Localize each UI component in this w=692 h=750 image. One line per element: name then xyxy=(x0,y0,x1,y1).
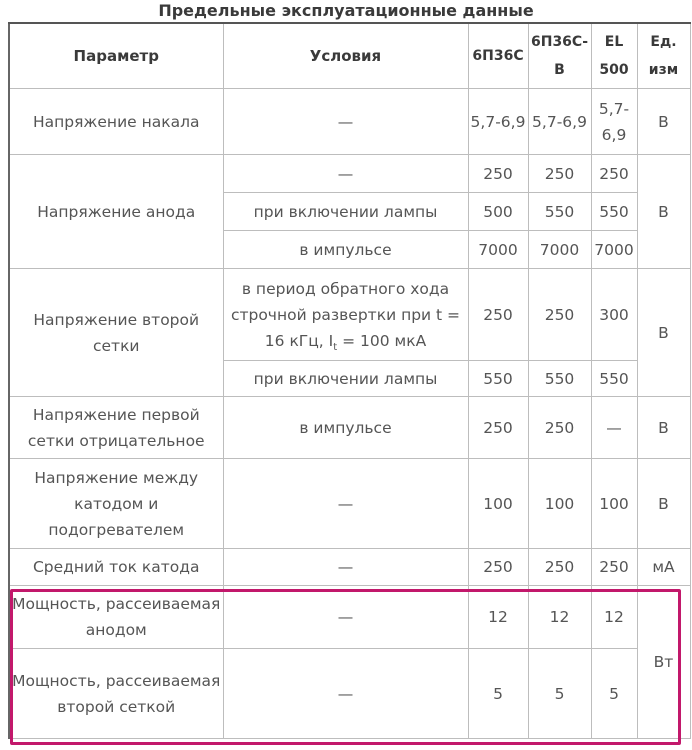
param-cell: Мощность, рассеиваемая второй сеткой xyxy=(9,649,223,739)
value-cell: 100 xyxy=(528,459,591,549)
table-title: Предельные эксплуатационные данные xyxy=(158,1,534,20)
value-cell: 250 xyxy=(468,397,528,459)
unit-cell: В xyxy=(637,269,690,397)
header-6p36s-v: 6П36С-В xyxy=(528,23,591,89)
header-el500: EL 500 xyxy=(591,23,637,89)
limits-table xyxy=(8,22,691,739)
value-cell: 5 xyxy=(591,649,637,739)
cond-cell: в импульсе xyxy=(223,231,468,269)
cond-cell: — xyxy=(223,459,468,549)
header-conditions: Условия xyxy=(223,23,468,89)
value-cell: 550 xyxy=(591,193,637,231)
unit-cell: мА xyxy=(637,549,690,586)
table-row xyxy=(9,155,690,193)
param-cell: Средний ток катода xyxy=(9,549,223,586)
table-row xyxy=(9,397,690,459)
param-cell: Напряжение анода xyxy=(9,155,223,269)
header-6p36s: 6П36С xyxy=(468,23,528,89)
table-row xyxy=(9,269,690,361)
value-cell: 100 xyxy=(591,459,637,549)
value-cell: 5 xyxy=(468,649,528,739)
value-cell: 550 xyxy=(591,361,637,397)
value-cell: 7000 xyxy=(591,231,637,269)
table-row xyxy=(9,89,690,155)
value-cell: 5,7-6,9 xyxy=(591,89,637,155)
unit-cell: Вт xyxy=(637,586,690,739)
value-cell: 12 xyxy=(591,586,637,649)
value-cell: 300 xyxy=(591,269,637,361)
cond-cell: — xyxy=(223,155,468,193)
table-row xyxy=(9,649,690,739)
unit-cell: В xyxy=(637,89,690,155)
value-cell: 7000 xyxy=(528,231,591,269)
value-cell: 550 xyxy=(528,193,591,231)
cond-cell: — xyxy=(223,89,468,155)
value-cell: 550 xyxy=(468,361,528,397)
table-row xyxy=(9,586,690,649)
cond-cell: — xyxy=(223,649,468,739)
value-cell: — xyxy=(591,397,637,459)
value-cell: 250 xyxy=(468,549,528,586)
cond-cell: в импульсе xyxy=(223,397,468,459)
param-cell: Напряжение между катодом и подогревателем xyxy=(9,459,223,549)
cond-cell: — xyxy=(223,586,468,649)
unit-cell: В xyxy=(637,459,690,549)
value-cell: 5,7-6,9 xyxy=(528,89,591,155)
value-cell: 250 xyxy=(591,549,637,586)
param-cell: Напряжение второй сетки xyxy=(9,269,223,397)
value-cell: 7000 xyxy=(468,231,528,269)
value-cell: 250 xyxy=(468,269,528,361)
value-cell: 500 xyxy=(468,193,528,231)
value-cell: 250 xyxy=(528,549,591,586)
header-unit: Ед. изм xyxy=(637,23,690,89)
value-cell: 250 xyxy=(591,155,637,193)
cond-cell: — xyxy=(223,549,468,586)
header-row xyxy=(9,23,690,89)
table-row xyxy=(9,549,690,586)
value-cell: 5,7-6,9 xyxy=(468,89,528,155)
value-cell: 100 xyxy=(468,459,528,549)
param-cell: Напряжение первой сетки отрицательное xyxy=(9,397,223,459)
cond-cell: при включении лампы xyxy=(223,361,468,397)
value-cell: 12 xyxy=(468,586,528,649)
unit-cell: В xyxy=(637,155,690,269)
table-row xyxy=(9,459,690,549)
unit-cell: В xyxy=(637,397,690,459)
value-cell: 12 xyxy=(528,586,591,649)
cond-cell: в период обратного хода строчной развертки при t = 16 кГц, $I_t = 100$ мкА xyxy=(223,269,468,361)
value-cell: 250 xyxy=(468,155,528,193)
value-cell: 550 xyxy=(528,361,591,397)
cond-cell: при включении лампы xyxy=(223,193,468,231)
value-cell: 250 xyxy=(528,397,591,459)
header-param: Параметр xyxy=(9,23,223,89)
value-cell: 250 xyxy=(528,155,591,193)
value-cell: 5 xyxy=(528,649,591,739)
param-cell: Напряжение накала xyxy=(9,89,223,155)
value-cell: 250 xyxy=(528,269,591,361)
param-cell: Мощность, рассеиваемая анодом xyxy=(9,586,223,649)
